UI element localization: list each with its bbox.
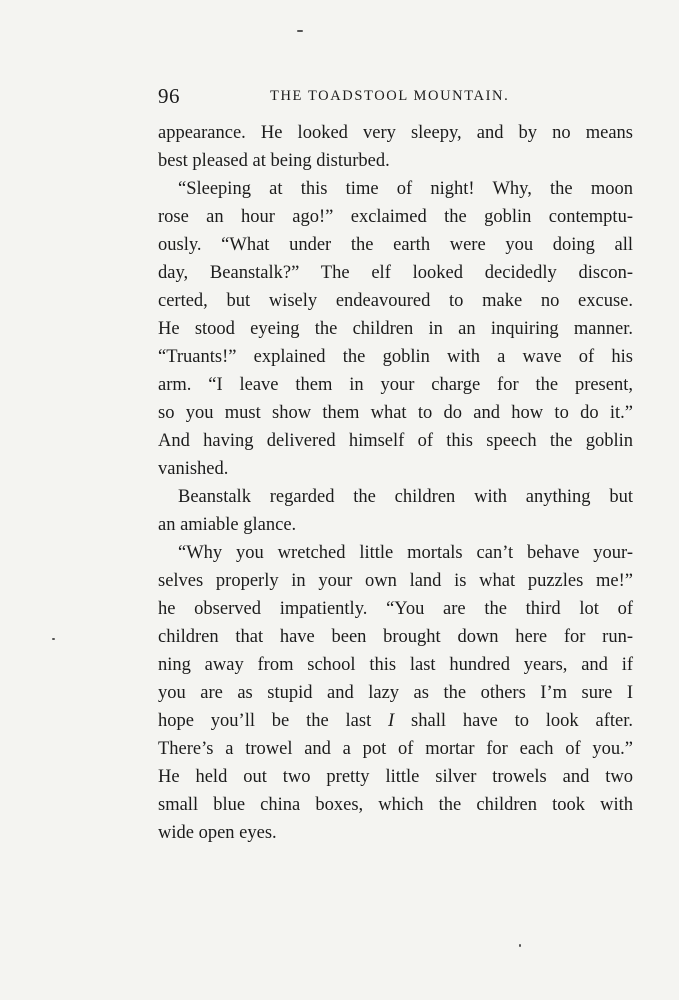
text-line: rose an hour ago!” exclaimed the goblin contemptu- xyxy=(158,207,633,227)
text-line: appearance. He looked very sleepy, and by no means xyxy=(158,123,633,143)
text-line: There’s a trowel and a pot of mortar for each of you.” xyxy=(158,739,633,759)
text-line: children that have been brought down here for run- xyxy=(158,627,633,647)
ink-speck xyxy=(519,944,521,947)
text-line: an amiable glance. xyxy=(158,515,297,535)
text-line: vanished. xyxy=(158,459,229,479)
text-line: “Why you wretched little mortals can’t behave your- xyxy=(178,543,633,563)
text-line: And having delivered himself of this speech the goblin xyxy=(158,431,633,451)
running-title: THE TOADSTOOL MOUNTAIN. xyxy=(270,88,510,104)
text-line: selves properly in your own land is what puzzles me!” xyxy=(158,571,633,591)
page-header xyxy=(158,84,628,108)
text-line: arm. “I leave them in your charge for the present, xyxy=(158,375,633,395)
text-line: hope you’ll be the last I shall have to look after. xyxy=(158,711,633,731)
text-line: you are as stupid and lazy as the others I’m sure I xyxy=(158,683,633,703)
text-line: He held out two pretty little silver trowels and two xyxy=(158,767,633,787)
text-line: so you must show them what to do and how to do it.” xyxy=(158,403,633,423)
text-line: best pleased at being disturbed. xyxy=(158,151,390,171)
text-line: certed, but wisely endeavoured to make no excuse. xyxy=(158,291,633,311)
text-line: Beanstalk regarded the children with anything but xyxy=(178,487,633,507)
text-line: “Truants!” explained the goblin with a wave of his xyxy=(158,347,633,367)
page-number: 96 xyxy=(158,84,180,108)
ink-speck xyxy=(297,30,303,32)
text-line: day, Beanstalk?” The elf looked decidedly discon- xyxy=(158,263,633,283)
ink-speck xyxy=(52,638,55,640)
text-line: “Sleeping at this time of night! Why, the moon xyxy=(178,179,633,199)
text-line: ning away from school this last hundred years, and if xyxy=(158,655,633,675)
text-line: he observed impatiently. “You are the third lot of xyxy=(158,599,633,619)
text-line: He stood eyeing the children in an inquiring manner. xyxy=(158,319,633,339)
emphasis: I xyxy=(388,711,395,731)
text-line: ously. “What under the earth were you doing all xyxy=(158,235,633,255)
text-line: wide open eyes. xyxy=(158,823,277,843)
text-line: small blue china boxes, which the children took with xyxy=(158,795,633,815)
